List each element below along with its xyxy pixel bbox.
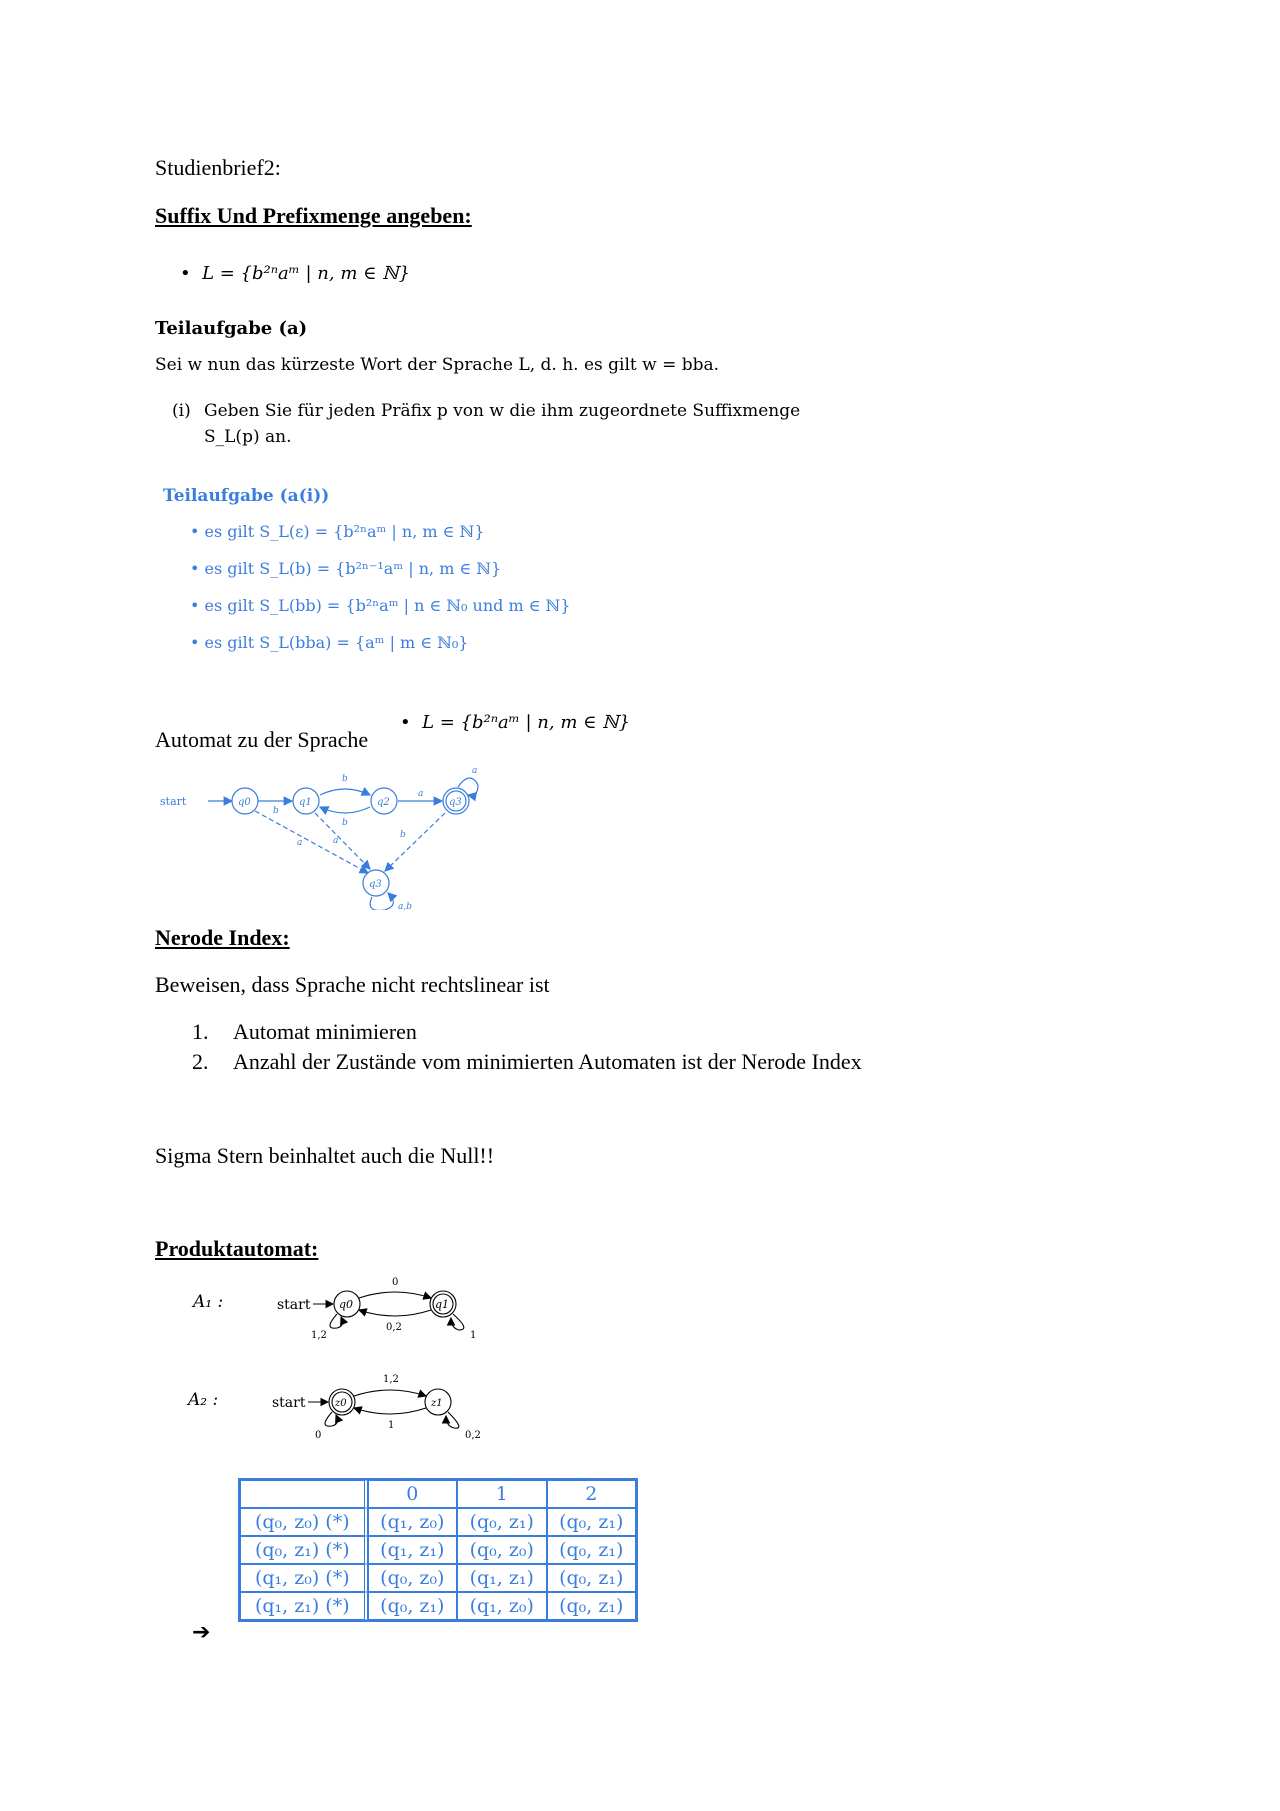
- language-bullet: [180, 263, 410, 284]
- table-cell: (q₀, z₁): [547, 1536, 637, 1564]
- edge-q0-q1: [359, 1292, 431, 1298]
- state-label: z0: [335, 1398, 347, 1409]
- answer-item: • es gilt S_L(bba) = {aᵐ | m ∈ ℕ₀}: [190, 633, 469, 652]
- table-row: [240, 1508, 636, 1536]
- language-definition: L = {b²ⁿaᵐ | n, m ∈ ℕ}: [422, 712, 631, 733]
- start-label: start: [160, 795, 187, 808]
- start-label: start: [272, 1395, 306, 1411]
- edge-label: a: [418, 789, 424, 799]
- answer-text: es gilt S_L(ε) = {b²ⁿaᵐ | n, m ∈ ℕ}: [204, 522, 485, 541]
- edge-z1-z0: [354, 1408, 426, 1414]
- table-row: [240, 1564, 636, 1592]
- edge-label: 1: [470, 1330, 477, 1341]
- state-label: q1: [435, 1298, 450, 1311]
- table-header-cell: 2: [547, 1480, 637, 1508]
- table-row: [240, 1536, 636, 1564]
- table-cell: (q₁, z₁) (*): [240, 1592, 368, 1620]
- answer-item: • es gilt S_L(ε) = {b²ⁿaᵐ | n, m ∈ ℕ}: [190, 522, 485, 541]
- edge-q0-sink: [255, 811, 368, 873]
- task-line-2: S_L(p) an.: [204, 427, 292, 447]
- edge-label: a: [333, 836, 339, 846]
- table-header-cell: [240, 1480, 368, 1508]
- answer-item: • es gilt S_L(b) = {b²ⁿ⁻¹aᵐ | n, m ∈ ℕ}: [190, 559, 502, 578]
- table-header-cell: 0: [368, 1480, 457, 1508]
- nerode-text: Beweisen, dass Sprache nicht rechtslinear ist: [155, 972, 550, 997]
- edge-label: 0,2: [386, 1322, 402, 1333]
- table-cell: (q₀, z₁): [547, 1564, 637, 1592]
- automaton-a1-diagram: [275, 1272, 495, 1344]
- state-label: q0: [339, 1298, 354, 1311]
- edge-label: 0: [315, 1430, 322, 1441]
- table-cell: (q₀, z₁): [457, 1508, 546, 1536]
- edge-label: b: [400, 830, 406, 840]
- table-cell: (q₀, z₀): [368, 1564, 457, 1592]
- automaton-language: [400, 712, 630, 733]
- state-label: q2: [377, 797, 390, 808]
- edge-label: 1: [388, 1420, 395, 1431]
- edge-label: b: [342, 774, 348, 784]
- table-cell: (q₁, z₀): [368, 1508, 457, 1536]
- table-cell: (q₀, z₁): [547, 1508, 637, 1536]
- table-cell: (q₀, z₀): [457, 1536, 546, 1564]
- edge-label: 1,2: [311, 1330, 327, 1341]
- step-text: Anzahl der Zustände vom minimierten Automaten ist der Nerode Index: [233, 1049, 862, 1074]
- table-cell: (q₁, z₀): [457, 1592, 546, 1620]
- edge-label: 1,2: [383, 1374, 399, 1385]
- automaton-a2-label: A₂ :: [188, 1390, 219, 1410]
- table-cell: (q₁, z₁): [368, 1536, 457, 1564]
- language-automaton-diagram: [160, 765, 500, 910]
- edge-label: a,b: [398, 902, 412, 910]
- table-header-row: [240, 1480, 636, 1508]
- step-number: 2.: [192, 1049, 209, 1074]
- step-number: 1.: [192, 1019, 209, 1044]
- bullet-dot: •: [180, 263, 203, 284]
- state-label: q3: [449, 797, 462, 808]
- answer-text: es gilt S_L(b) = {b²ⁿ⁻¹aᵐ | n, m ∈ ℕ}: [204, 559, 502, 578]
- table-header-cell: 1: [457, 1480, 546, 1508]
- subtask-heading: Teilaufgabe (a): [155, 318, 308, 339]
- edge-q3-sink: [385, 813, 445, 871]
- edge-label: b: [342, 818, 348, 828]
- edge-z0-z1: [354, 1390, 426, 1396]
- table-cell: (q₀, z₀) (*): [240, 1508, 368, 1536]
- document-title: Studienbrief2:: [155, 155, 281, 180]
- edge-q1-q2: [320, 789, 370, 795]
- table-cell: (q₀, z₁) (*): [240, 1536, 368, 1564]
- state-label: q3: [369, 879, 382, 890]
- table-cell: (q₀, z₁): [547, 1592, 637, 1620]
- edge-label: 0,2: [465, 1430, 481, 1441]
- loop-z1: [446, 1412, 459, 1428]
- section-heading-nerode: Nerode Index:: [155, 925, 290, 950]
- answer-text: es gilt S_L(bb) = {b²ⁿaᵐ | n ∈ ℕ₀ und m ∈ ℕ}: [204, 596, 571, 615]
- edge-label: b: [273, 806, 279, 816]
- task-line-1: Geben Sie für jeden Präfix p von w die ihm zugeordnete Suffixmenge: [204, 401, 801, 421]
- answer-heading: Teilaufgabe (a(i)): [163, 486, 330, 506]
- section-heading-product: Produktautomat:: [155, 1236, 319, 1261]
- loop-q0: [330, 1314, 342, 1328]
- answer-text: es gilt S_L(bba) = {aᵐ | m ∈ ℕ₀}: [204, 633, 469, 652]
- step-text: Automat minimieren: [233, 1019, 417, 1044]
- state-label: q1: [299, 797, 312, 808]
- edge-label: a: [297, 838, 303, 848]
- edge-q1-q0: [359, 1310, 431, 1316]
- language-definition: L = {b²ⁿaᵐ | n, m ∈ ℕ}: [202, 263, 411, 284]
- section-heading-suffix: Suffix Und Prefixmenge angeben:: [155, 203, 472, 228]
- bullet-dot: •: [400, 712, 423, 733]
- automaton-label: Automat zu der Sprache: [155, 727, 369, 752]
- state-label: q0: [238, 797, 251, 808]
- subtask-intro: Sei w nun das kürzeste Wort der Sprache L, d. h. es gilt w = bba.: [155, 355, 720, 375]
- loop-z0: [325, 1412, 337, 1426]
- table-row: [240, 1592, 636, 1620]
- automaton-a1-label: A₁ :: [193, 1292, 224, 1312]
- start-label: start: [277, 1297, 311, 1313]
- edge-label: a: [472, 766, 478, 776]
- table-cell: (q₁, z₁): [457, 1564, 546, 1592]
- edge-q2-q1: [320, 807, 370, 813]
- state-label: z1: [431, 1398, 443, 1409]
- task-marker: (i): [172, 401, 191, 421]
- answer-item: • es gilt S_L(bb) = {b²ⁿaᵐ | n ∈ ℕ₀ und m ∈ ℕ}: [190, 596, 571, 615]
- product-transition-table: [238, 1478, 638, 1622]
- table-cell: (q₁, z₀) (*): [240, 1564, 368, 1592]
- edge-label: 0: [392, 1277, 399, 1288]
- sigma-note: Sigma Stern beinhaltet auch die Null!!: [155, 1143, 495, 1168]
- loop-q1: [451, 1314, 464, 1330]
- arrow-right-icon: ➔: [192, 1620, 211, 1645]
- automaton-a2-diagram: [270, 1368, 490, 1444]
- table-cell: (q₀, z₁): [368, 1592, 457, 1620]
